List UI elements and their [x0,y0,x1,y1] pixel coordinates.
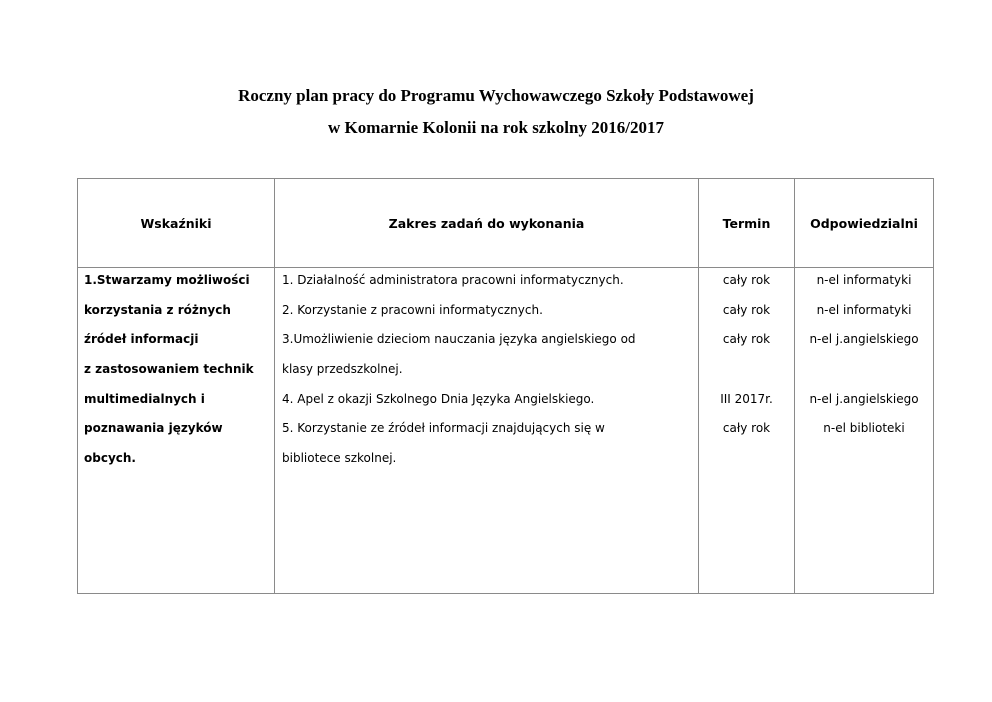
header-responsible: Odpowiedzialni [795,179,934,268]
header-indicators: Wskaźniki [78,179,275,268]
header-tasks: Zakres zadań do wykonania [275,179,699,268]
indicator-line: korzystania z różnych [84,302,231,317]
responsible-cell [795,268,934,594]
task-line: 1. Działalność administratora pracowni informatycznych. [282,273,624,287]
indicator-line: obcych. [84,451,136,466]
term-line [699,359,794,389]
header-term: Termin [699,179,795,268]
responsible-line [795,359,933,389]
document-title-line-2: w Komarnie Kolonii na rok szkolny 2016/2017 [328,118,664,137]
task-line: 5. Korzystanie ze źródeł informacji znajdujących się w [282,421,605,436]
responsible-line: n-el j.angielskiego [809,332,919,347]
task-line: klasy przedszkolnej. [282,362,403,377]
table-header-row [78,179,934,268]
plan-table [77,178,934,594]
tasks-cell [275,268,699,594]
indicator-line: z zastosowaniem technik [84,362,254,377]
term-line: cały rok [722,332,771,347]
responsible-line: n-el biblioteki [823,421,905,436]
task-line: bibliotece szkolnej. [282,451,397,466]
term-cell [699,268,795,594]
table-row [78,268,934,594]
responsible-line: n-el informatyki [816,302,912,317]
indicators-cell [78,268,275,594]
responsible-line: n-el informatyki [816,273,912,287]
task-line: 3.Umożliwienie dzieciom nauczania języka angielskiego od [282,332,636,347]
responsible-line: n-el j.angielskiego [809,391,919,406]
document-title-line-1: Roczny plan pracy do Programu Wychowawczego Szkoły Podstawowej [238,86,754,105]
term-line: cały rok [722,273,771,287]
term-line: cały rok [722,421,771,436]
task-line: 2. Korzystanie z pracowni informatycznych. [282,302,543,317]
term-line [699,448,794,478]
task-line: 4. Apel z okazji Szkolnego Dnia Języka Angielskiego. [282,391,595,406]
term-line: III 2017r. [720,391,773,406]
indicator-line: źródeł informacji [84,332,199,347]
responsible-line [795,448,933,478]
indicator-line: multimedialnych i [84,391,205,406]
term-line: cały rok [722,302,771,317]
indicator-line: 1.Stwarzamy możliwości [84,273,250,287]
indicator-line: poznawania języków [84,421,223,436]
